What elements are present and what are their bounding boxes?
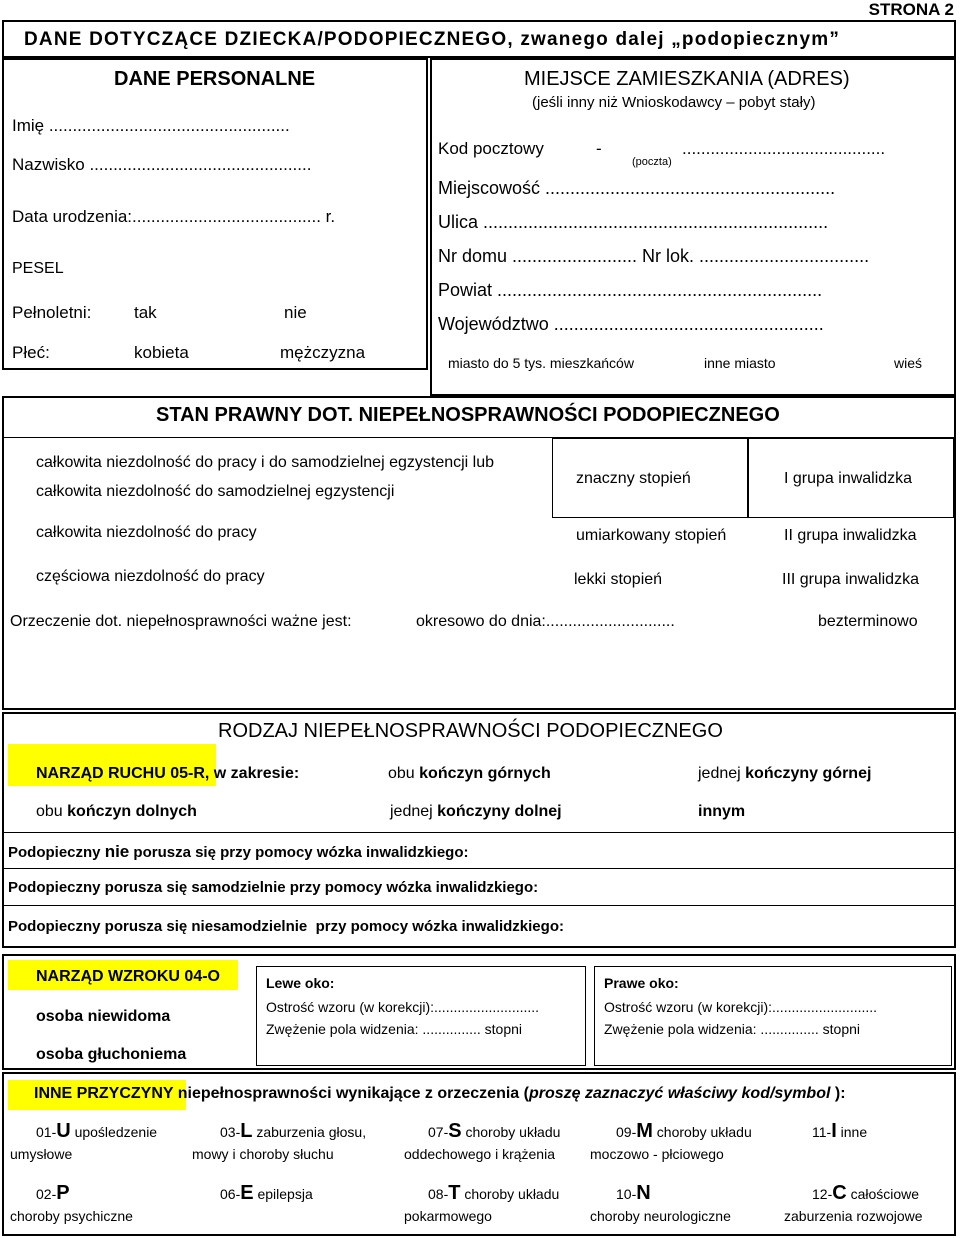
code-option-12[interactable] [784,1182,923,1227]
plec-mezczyzna-option[interactable]: mężczyzna [280,343,366,362]
code-desc-line2: umysłowe [10,1146,73,1162]
code-option-06[interactable] [192,1182,313,1205]
vision-label: NARZĄD WZROKU 04-O [36,968,220,985]
imie-field[interactable]: Imię ................................................... [12,116,290,135]
nazwisko-field[interactable]: Nazwisko ............................................... [12,155,312,174]
poczta-label: (poczta) [632,156,672,168]
code-option-03[interactable] [192,1120,366,1165]
pesel-label: PESEL [12,260,64,277]
ruch-label: NARZĄD RUCHU 05-R, w zakresie: [36,765,300,782]
ii-grupa-option[interactable]: II grupa inwalidzka [784,527,917,544]
pelnoletni-tak-option[interactable]: tak [134,303,157,322]
code-letter: L [240,1120,253,1142]
code-desc-line1: choroby układu [461,1124,561,1140]
calkowita-niezdolnosc-option[interactable]: całkowita niezdolność do pracy [36,524,257,541]
znaczny-stopien-option[interactable]: znaczny stopień [576,470,691,487]
code-desc-line2: moczowo - płciowego [590,1146,724,1162]
nr-domu-field[interactable]: Nr domu ......................... Nr lok. .................................. [438,246,870,266]
plec-kobieta-option[interactable]: kobieta [134,343,189,362]
code-option-07[interactable] [404,1120,560,1165]
legal-row1-cell [8,438,552,508]
jednej-konczyny-dolnej-option[interactable]: jednej kończyny dolnej [390,803,562,820]
other-heading: INNE PRZYCZYNY niepełnosprawności wynikające z orzeczenia (proszę zaznaczyć właściwy kod/symbol ): [34,1085,846,1102]
main-title: DANE DOTYCZĄCE DZIECKA/PODOPIECZNEGO, zwanego dalej „podopiecznym” [24,29,841,50]
code-desc-line2: zaburzenia rozwojowe [784,1208,923,1224]
personal-heading: DANE PERSONALNE [114,68,316,90]
code-letter: N [636,1182,651,1204]
lewe-oko-box [256,966,586,1066]
personal-data-box [2,58,428,370]
divider-3 [2,905,956,906]
okresowo-option[interactable]: okresowo do dnia:............................. [416,613,675,630]
code-desc-line2: oddechowego i krążenia [404,1146,555,1162]
lewe-zwezenie-field[interactable]: Zwężenie pola widzenia: ............... stopni [266,1021,523,1037]
page-label: STRONA 2 [868,0,954,19]
main-title-box [2,20,956,58]
legal-row1-line1[interactable]: całkowita niezdolność do pracy i do samodzielnej egzystencji lub [36,454,495,471]
code-letter: P [56,1182,70,1204]
ulica-field[interactable]: Ulica ..................................................................... [438,212,829,232]
code-desc-line2: pokarmowego [404,1208,492,1224]
plec-label: Płeć: [12,343,50,362]
legal-heading-row [4,398,954,438]
code-number: 08- [428,1186,449,1202]
code-letter: S [448,1120,462,1142]
code-number: 10- [616,1186,637,1202]
iii-grupa-option[interactable]: III grupa inwalidzka [782,571,919,588]
code-letter: U [56,1120,71,1142]
code-desc-line1: choroby układu [460,1186,560,1202]
umiarkowany-stopien-option[interactable]: umiarkowany stopień [576,527,727,544]
pelnoletni-nie-option[interactable]: nie [284,303,307,322]
code-desc-line1: całościowe [846,1186,920,1202]
code-option-10[interactable] [590,1182,731,1227]
code-option-11[interactable] [784,1120,867,1143]
obu-konczyn-gornych-option[interactable]: obu kończyn górnych [388,765,551,782]
prawe-oko-heading: Prawe oko: [604,975,679,991]
miasto-do-5-tys-option[interactable]: miasto do 5 tys. mieszkańców [448,355,634,371]
code-number: 12- [812,1186,833,1202]
legal-right-cell [748,438,954,518]
lekki-stopien-option[interactable]: lekki stopień [574,571,663,588]
code-desc-line1: inne [836,1124,868,1140]
code-desc-line1: epilepsja [253,1186,313,1202]
code-desc-line2: choroby psychiczne [10,1208,133,1224]
code-letter: E [240,1182,254,1204]
code-number: 09- [616,1124,637,1140]
lewe-ostrosc-field[interactable]: Ostrość wzoru (w korekcji):........................... [266,999,540,1015]
code-number: 06- [220,1186,241,1202]
bezterminowo-option[interactable]: bezterminowo [818,613,918,630]
code-letter: C [832,1182,847,1204]
code-letter: T [448,1182,461,1204]
orzeczenie-label: Orzeczenie dot. niepełnosprawności ważne jest: [10,613,352,630]
osoba-gluchoniema-option[interactable]: osoba głuchoniema [36,1046,187,1063]
pelnoletni-label: Pełnoletni: [12,303,92,322]
address-heading: MIEJSCE ZAMIESZKANIA (ADRES) [524,68,850,90]
wozek-nie-option[interactable]: Podopieczny nie porusza się przy pomocy wózka inwalidzkiego: [8,842,469,861]
code-option-01[interactable] [10,1120,157,1165]
code-option-09[interactable] [590,1120,752,1165]
jednej-konczyny-gornej-option[interactable]: jednej kończyny górnej [698,765,872,782]
wies-option[interactable]: wieś [894,355,923,371]
code-desc-line2: choroby neurologiczne [590,1208,731,1224]
code-desc-line1: zaburzenia głosu, [252,1124,367,1140]
legal-row1-line2[interactable]: całkowita niezdolność do samodzielnej egzystencji [36,483,395,500]
legal-heading: STAN PRAWNY DOT. NIEPEŁNOSPRAWNOŚCI PODOPIECZNEGO [156,404,780,426]
kod-pocztowy-label: Kod pocztowy [438,139,544,158]
miejscowosc-field[interactable]: Miejscowość .......................................................... [438,178,836,198]
kod-dash: - [596,139,602,158]
address-subheading: (jeśli inny niż Wnioskodawcy – pobyt stały) [532,94,816,111]
code-desc-line1: choroby układu [652,1124,752,1140]
inne-miasto-option[interactable]: inne miasto [704,355,776,371]
code-letter: M [636,1120,653,1142]
innym-option[interactable]: innym [698,803,746,820]
code-option-08[interactable] [404,1182,559,1227]
lewe-oko-heading: Lewe oko: [266,975,335,991]
prawe-oko-box [594,966,952,1066]
czesciowa-niezdolnosc-option[interactable]: częściowa niezdolność do pracy [36,568,265,585]
code-number: 02- [36,1186,57,1202]
code-number: 11- [812,1124,832,1140]
wozek-samodzielnie-option[interactable]: Podopieczny porusza się samodzielnie przy pomocy wózka inwalidzkiego: [8,879,539,896]
i-grupa-option[interactable]: I grupa inwalidzka [784,470,913,487]
divider-1 [2,832,956,833]
legal-mid-cell [552,438,748,518]
disability-heading: RODZAJ NIEPEŁNOSPRAWNOŚCI PODOPIECZNEGO [218,720,723,742]
code-number: 01- [36,1124,57,1140]
code-option-02[interactable] [10,1182,133,1227]
wozek-niesamodzielnie-option[interactable]: Podopieczny porusza się niesamodzielnie przy pomocy wózka inwalidzkiego: [8,918,564,935]
poczta-field[interactable]: ........................................... [682,139,886,158]
prawe-zwezenie-field[interactable]: Zwężenie pola widzenia: ............... stopni [604,1021,861,1037]
powiat-field[interactable]: Powiat ................................................................. [438,280,823,300]
divider-2 [2,868,956,869]
data-urodzenia-field[interactable]: Data urodzenia:........................................ r. [12,207,336,226]
code-desc-line1: upośledzenie [70,1124,158,1140]
code-number: 07- [428,1124,449,1140]
code-letter: I [831,1120,837,1142]
code-desc-line2: mowy i choroby słuchu [192,1146,334,1162]
wojewodztwo-field[interactable]: Województwo ...................................................... [438,314,824,334]
obu-konczyn-dolnych-option[interactable]: obu kończyn dolnych [36,803,197,820]
prawe-ostrosc-field[interactable]: Ostrość wzoru (w korekcji):........................... [604,999,878,1015]
address-box [430,58,956,396]
code-number: 03- [220,1124,241,1140]
osoba-niewidoma-option[interactable]: osoba niewidoma [36,1008,171,1025]
